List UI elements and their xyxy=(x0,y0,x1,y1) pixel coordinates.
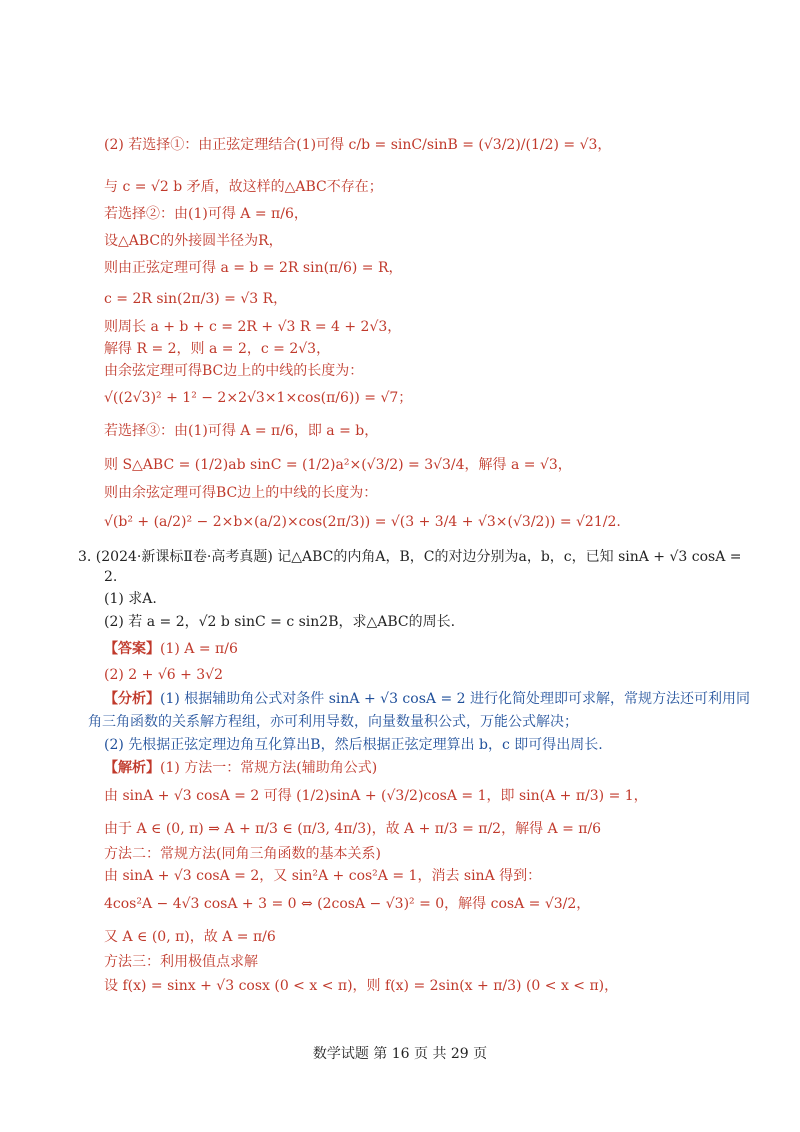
problem-question-2: (2) 若 a = 2，√2 b sinC = c sin2B，求△ABC的周长. xyxy=(104,614,456,630)
explain-line-1 xyxy=(104,759,377,777)
solution-line-1: (2) 若选择①：由正弦定理结合(1)可得 c/b = sinC/sinB = (√3/2)/(1/2) = √3， xyxy=(104,137,612,153)
problem-stem-line2: 2. xyxy=(104,569,118,585)
solution-line-3: 若选择②：由(1)可得 A = π/6， xyxy=(104,206,308,222)
solution-line-8: 解得 R = 2，则 a = 2，c = 2√3， xyxy=(104,341,331,357)
solution-line-14: √(b² + (a/2)² − 2×b×(a/2)×cos(2π/3)) = √(3 + 3/4 + √3×(√3/2)) = √21/2. xyxy=(104,514,621,530)
solution-line-7: 则周长 a + b + c = 2R + √3 R = 4 + 2√3， xyxy=(104,319,402,335)
explain-text-1: (1) 方法一：常规方法(辅助角公式) xyxy=(160,760,378,776)
solution-line-4: 设△ABC的外接圆半径为R， xyxy=(104,233,283,249)
explain-line-6: 4cos²A − 4√3 cosA + 3 = 0 ⇔ (2cosA − √3)² = 0，解得 cosA = √3/2， xyxy=(104,896,591,912)
answer-line-1 xyxy=(104,640,238,658)
explain-line-3: 由于 A ∈ (0, π) ⇒ A + π/3 ∈ (π/3, 4π/3)，故 A + π/3 = π/2，解得 A = π/6 xyxy=(104,821,602,837)
answer-value-1: (1) A = π/6 xyxy=(160,641,238,657)
analysis-text-1: (1) 根据辅助角公式对条件 sinA + √3 cosA = 2 进行化简处理即可求解，常规方法还可利用同 xyxy=(160,691,750,707)
problem-stem-line1: 3. (2024·新课标Ⅱ卷·高考真题) 记△ABC的内角A，B，C的对边分别为a，b，c，已知 sinA + √3 cosA = xyxy=(78,549,742,565)
page-footer: 数学试题 第 16 页 共 29 页 xyxy=(312,1046,488,1062)
solution-line-11: 若选择③：由(1)可得 A = π/6，即 a = b， xyxy=(104,423,379,439)
explain-line-8: 方法三：利用极值点求解 xyxy=(104,954,258,970)
solution-line-13: 则由余弦定理可得BC边上的中线的长度为： xyxy=(104,485,378,501)
explain-line-7: 又 A ∈ (0, π)，故 A = π/6 xyxy=(104,929,276,945)
solution-line-12: 则 S△ABC = (1/2)ab sinC = (1/2)a²×(√3/2) = 3√3/4，解得 a = √3， xyxy=(104,457,572,473)
solution-line-6: c = 2R sin(2π/3) = √3 R， xyxy=(104,291,288,307)
explain-line-2: 由 sinA + √3 cosA = 2 可得 (1/2)sinA + (√3/2)cosA = 1，即 sin(A + π/3) = 1， xyxy=(104,788,648,804)
analysis-line-1 xyxy=(104,690,750,708)
explain-line-5: 由 sinA + √3 cosA = 2，又 sin²A + cos²A = 1，消去 sinA 得到： xyxy=(104,868,542,884)
solution-line-9: 由余弦定理可得BC边上的中线的长度为： xyxy=(104,363,364,379)
explain-tag: 【解析】 xyxy=(104,760,160,776)
solution-line-5: 则由正弦定理可得 a = b = 2R sin(π/6) = R， xyxy=(104,260,403,276)
analysis-line-3: (2) 先根据正弦定理边角互化算出B，然后根据正弦定理算出 b，c 即可得出周长. xyxy=(104,737,603,753)
problem-question-1: (1) 求A. xyxy=(104,591,157,607)
answer-tag: 【答案】 xyxy=(104,641,160,657)
solution-line-10: √((2√3)² + 1² − 2×2√3×1×cos(π/6)) = √7； xyxy=(104,390,413,406)
solution-line-2: 与 c = √2 b 矛盾，故这样的△ABC不存在； xyxy=(104,179,383,195)
answer-line-2: (2) 2 + √6 + 3√2 xyxy=(104,667,224,683)
analysis-tag: 【分析】 xyxy=(104,691,160,707)
analysis-line-2: 角三角函数的关系解方程组，亦可利用导数，向量数量积公式，万能公式解决； xyxy=(88,714,578,730)
explain-line-4: 方法二：常规方法(同角三角函数的基本关系) xyxy=(104,846,381,862)
explain-line-9: 设 f(x) = sinx + √3 cosx (0 < x < π)，则 f(x) = 2sin(x + π/3) (0 < x < π)， xyxy=(104,978,619,994)
